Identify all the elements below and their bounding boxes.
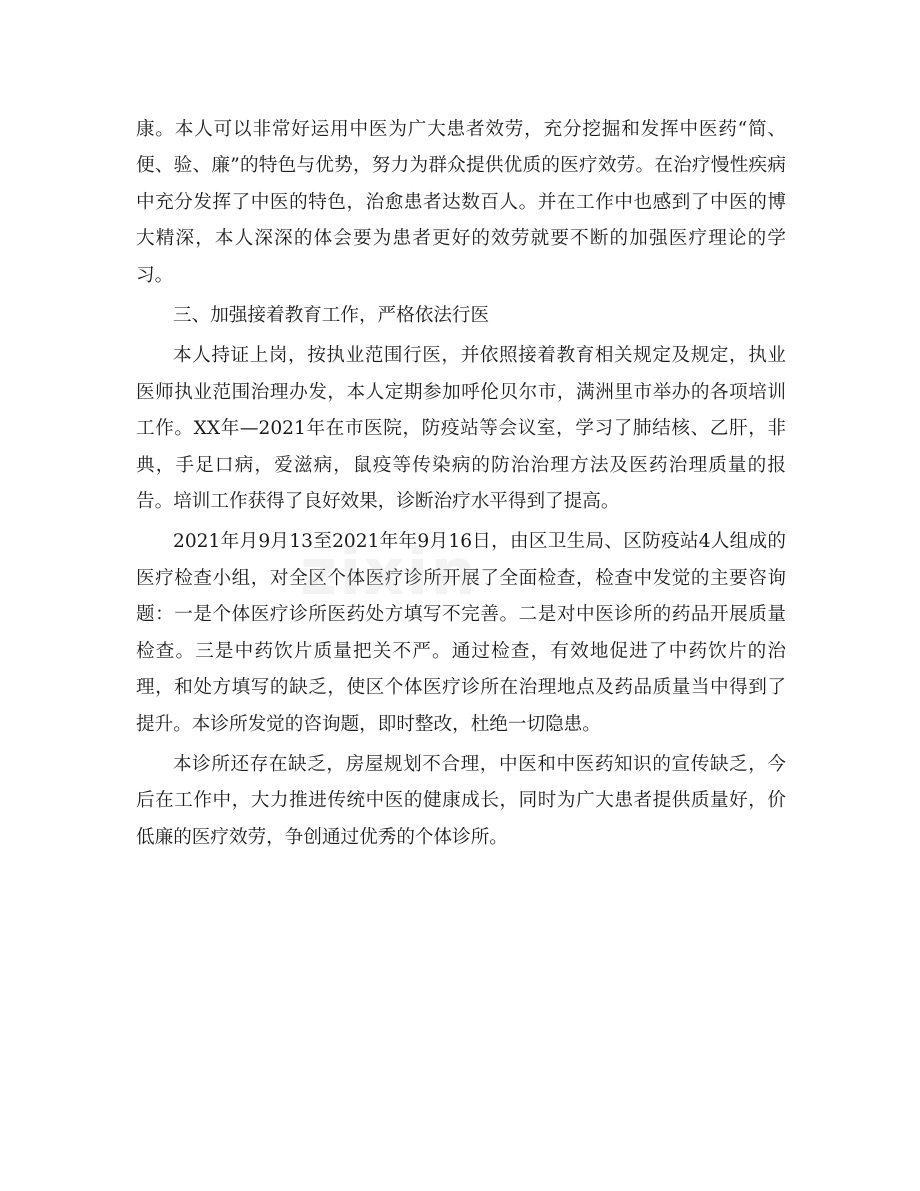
watermark: zixin (300, 536, 478, 610)
paragraph-inspection: 2021年月9月13至2021年年9月16日，由区卫生局、区防疫站4人组成的医疗检查小组，对全区个体医疗诊所开展了全面检查，检查中发觉的主要咨询题：一是个体医疗诊所医药处方填写不完善。二是对中医诊所的药品开展质量检查。三是中药饮片质量把关不严。通过检查，有效地促进了中药饮片的治理，和处方填写的缺乏，使区个体医疗诊所在治理地点及药品质量当中得到了提升。本诊所发觉的咨询题，即时整改，杜绝一切隐患。 (136, 531, 786, 735)
paragraph-shortcomings: 本诊所还存在缺乏，房屋规划不合理，中医和中医药知识的宣传缺乏，今后在工作中，大力推进传统中医的健康成长，同时为广大患者提供质量好，价低廉的医疗效劳，争创通过优秀的个体诊所。 (136, 753, 786, 848)
paragraph-training: 本人持证上岗，按执业范围行医，并依照接着教育相关规定及规定，执业医师执业范围治理办发，本人定期参加呼伦贝尔市，满洲里市举办的各项培训工作。XX年—2021年在市医院，防疫站等会议室，学习了肺结核、乙肝，非典，手足口病，爱滋病，鼠疫等传染病的防治治理方法及医药治理质量的报告。培训工作获得了良好效果，诊断治疗水平得到了提高。 (136, 345, 786, 513)
paragraph-continuation: 康。本人可以非常好运用中医为广大患者效劳，充分挖掘和发挥中医药“简、便、验、廉”的特色与优势，努力为群众提供优质的医疗效劳。在治疗慢性疾病中充分发挥了中医的特色，治愈患者达数百人。并在工作中也感到了中医的博大精深，本人深深的体会要为患者更好的效劳就要不断的加强医疗理论的学习。 (136, 119, 786, 286)
section-heading-3: 三、加强接着教育工作，严格依法行医 (173, 305, 490, 327)
document-body (136, 112, 786, 860)
